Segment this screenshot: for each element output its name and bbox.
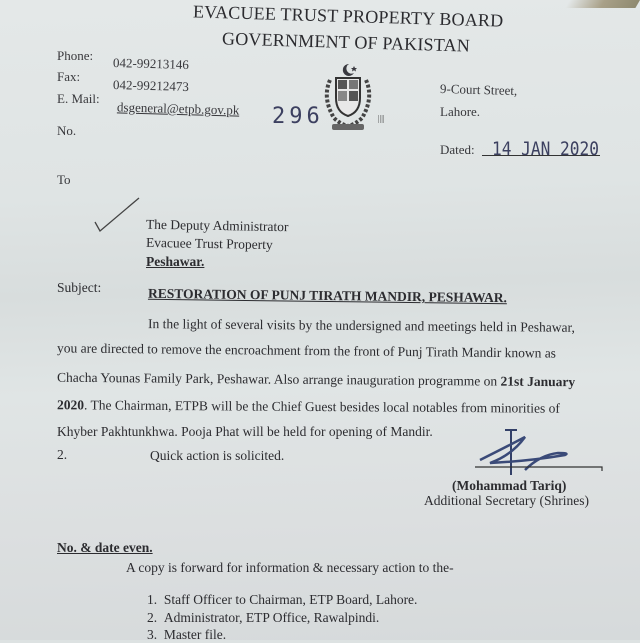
checkmark-icon (92, 196, 142, 236)
subject-text: RESTORATION OF PUNJ TIRATH MANDIR, PESHAWAR. (147, 285, 508, 306)
dated-label: Dated: (440, 142, 475, 157)
fax-value: 042-99212473 (112, 77, 190, 94)
copy-list-item: 1. Staff Officer to Chairman, ETP Board, Lahore. (147, 592, 418, 607)
body-line-2: you are directed to remove the encroachment from the front of Punj Tirath Mandir known as (56, 340, 557, 361)
org-name: EVACUEE TRUST PROPERTY BOARD (192, 1, 504, 31)
phone-value: 042-99213146 (112, 55, 190, 72)
para-2-text: Quick action is solicited. (150, 448, 285, 463)
email-link[interactable]: dsgeneral@etpb.gov.pk (116, 99, 240, 118)
state-emblem-icon (316, 62, 380, 136)
body-line-5: Khyber Pakhtunkhwa. Pooja Phat will be held for opening of Mandir. (57, 424, 433, 439)
stamp-mark: |||| (378, 114, 385, 123)
body-line-3: Chacha Younas Family Park, Peshawar. Also arrange inauguration programme on 21st January (56, 369, 576, 390)
fax-label: Fax: (57, 69, 81, 84)
recipient-line-1: The Deputy Administrator (145, 216, 289, 235)
signatory-name: (Mohammad Tariq) (452, 478, 567, 493)
email-label: E. Mail: (57, 91, 100, 106)
signature-icon (470, 425, 610, 480)
address-line-1: 9-Court Street, (439, 80, 518, 99)
copy-list-item: 2. Administrator, ETP Office, Rawalpindi. (147, 610, 380, 625)
reference-number-stamp: 296 (272, 104, 324, 129)
copy-heading: No. & date even. (57, 540, 153, 555)
org-government: GOVERNMENT OF PAKISTAN (221, 28, 471, 56)
no-label: No. (57, 123, 77, 138)
subject-label: Subject: (57, 280, 102, 295)
body-line-1: In the light of several visits by the undersigned and meetings held in Peshawar, (147, 316, 575, 335)
recipient-line-3: Peshawar. (146, 254, 205, 269)
para-2-number: 2. (57, 447, 68, 462)
to-label: To (57, 172, 71, 187)
address-line-2: Lahore. (440, 104, 481, 119)
page-corner-shadow (565, 0, 640, 8)
signatory-title: Additional Secretary (Shrines) (424, 493, 589, 508)
recipient-line-2: Evacuee Trust Property (145, 234, 273, 253)
date-stamp: 14 JAN 2020 (492, 138, 599, 160)
copy-list-item: 3. Master file. (147, 627, 227, 642)
phone-label: Phone: (57, 48, 94, 63)
copy-intro: A copy is forward for information & necessary action to the- (126, 560, 454, 575)
body-line-4: 2020. The Chairman, ETPB will be the Chief Guest besides local notables from minorities of (56, 397, 560, 416)
